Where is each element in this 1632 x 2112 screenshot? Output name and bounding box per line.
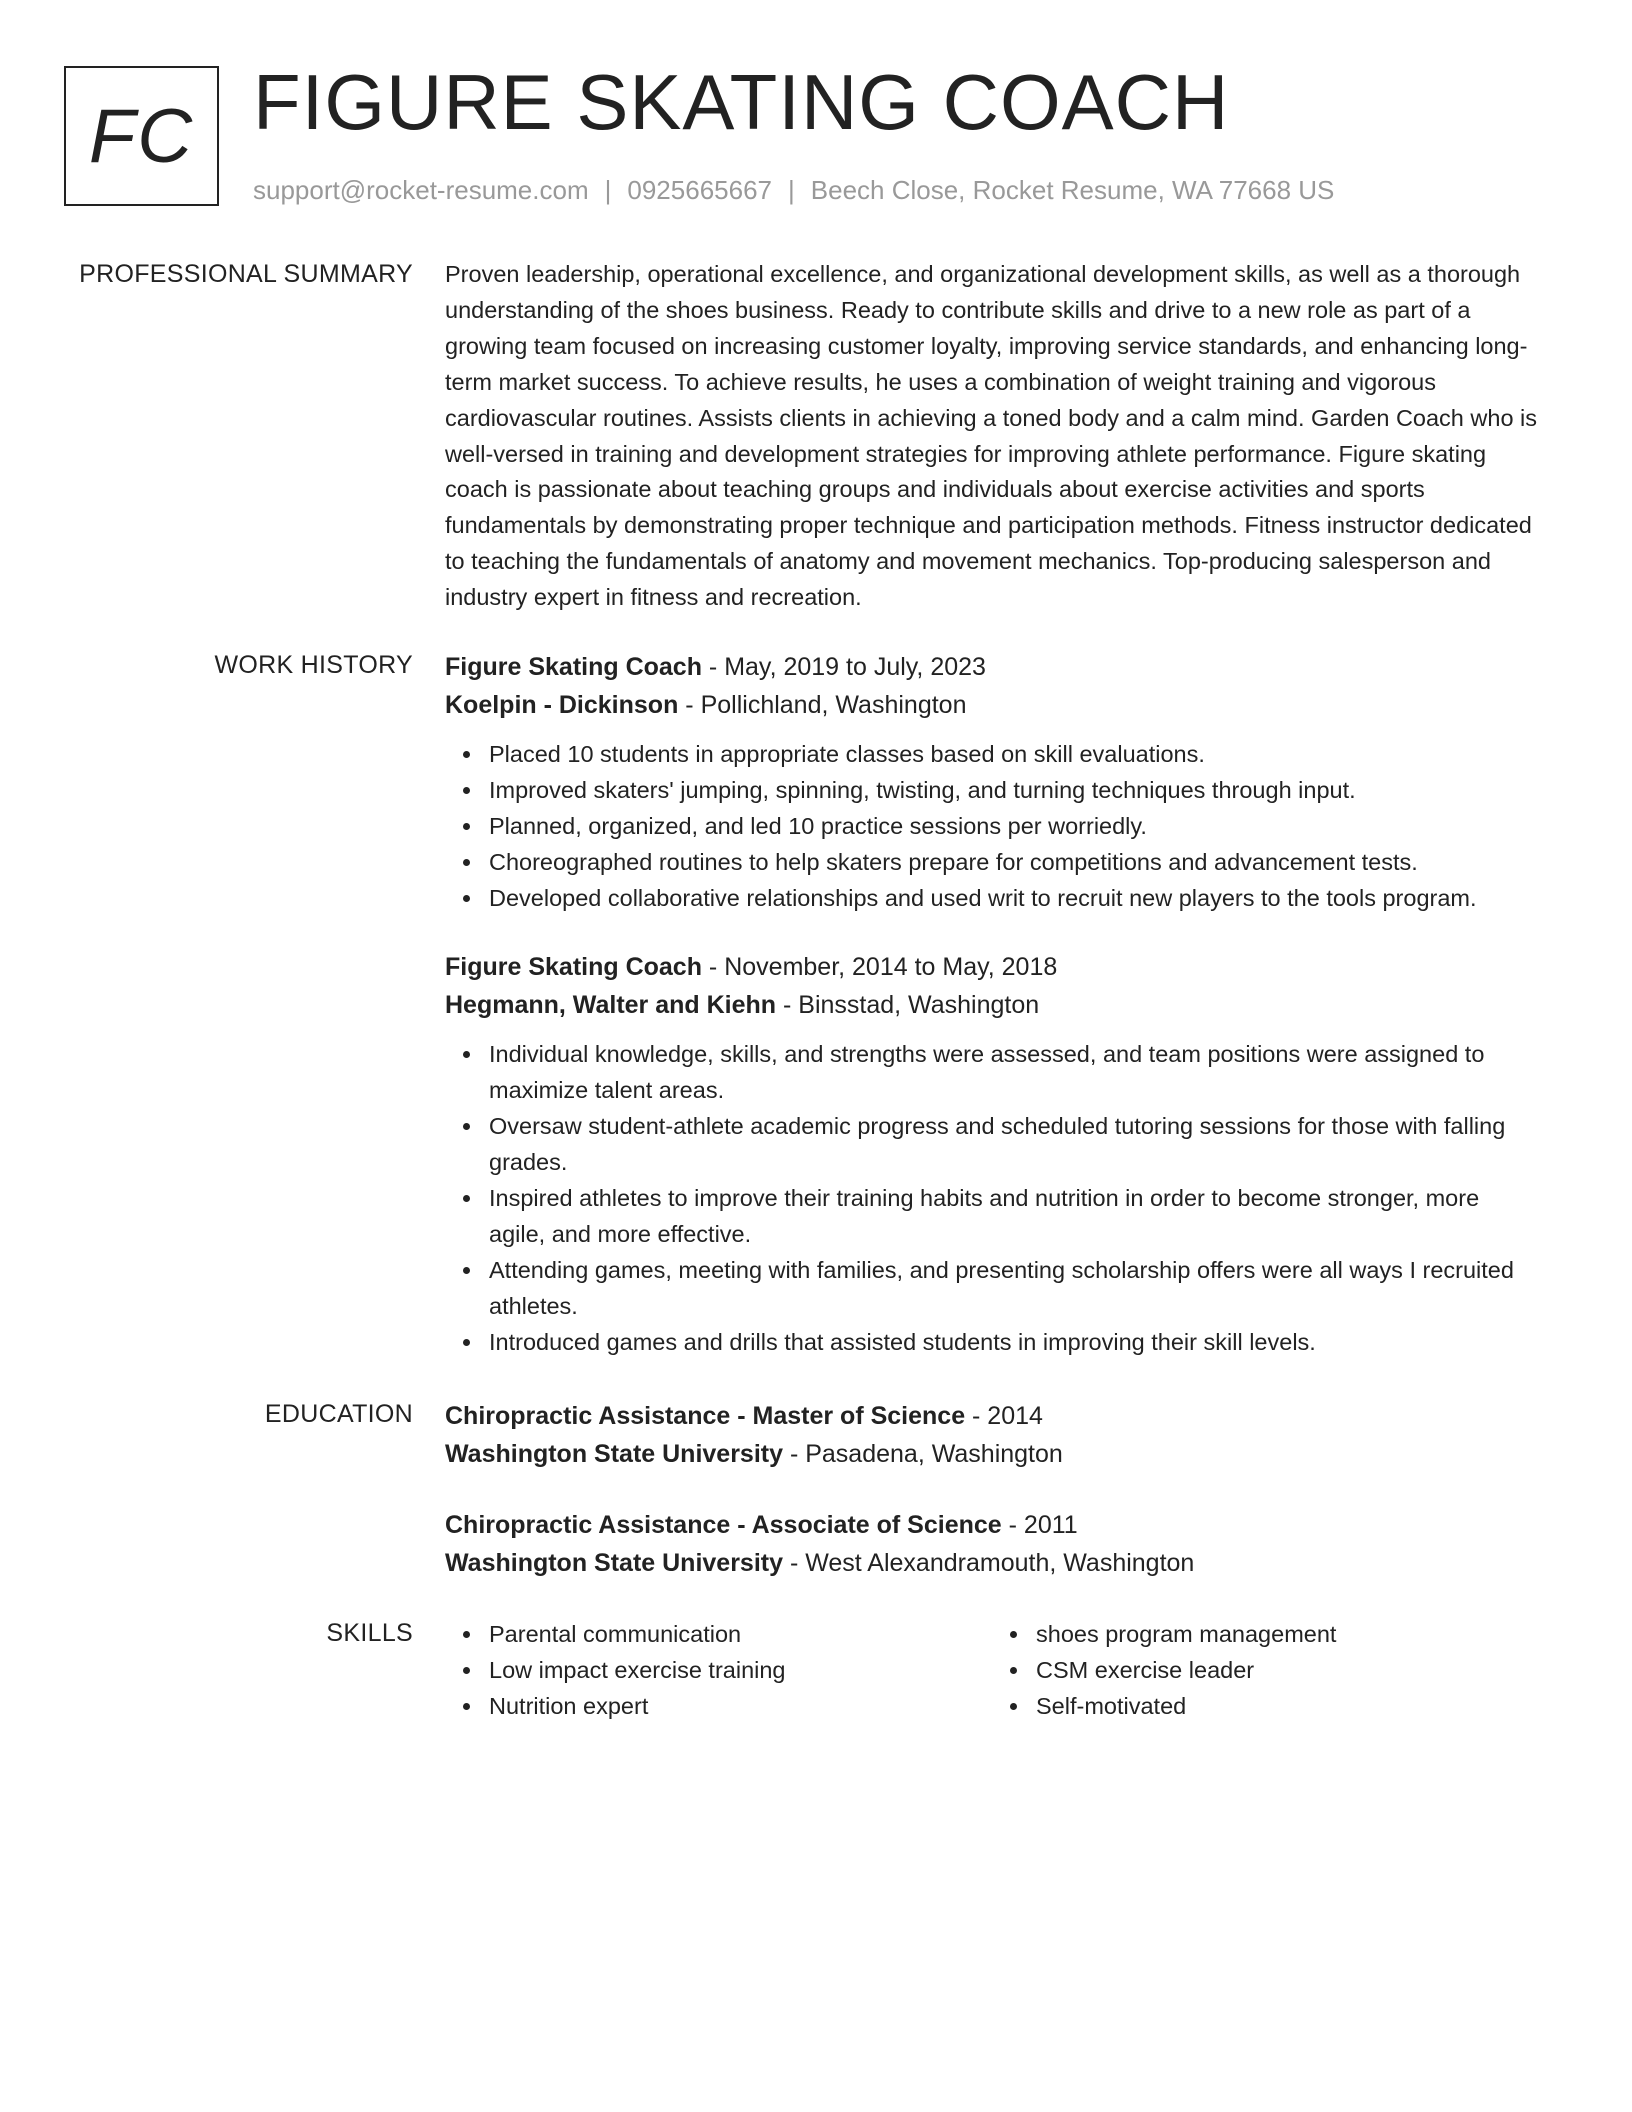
education-degree-line: [445, 1397, 1540, 1435]
job-dates: - November, 2014 to May, 2018: [701, 953, 1058, 981]
education-degree: Chiropractic Assistance - Master of Science: [445, 1402, 966, 1430]
job-company-line: [445, 686, 1540, 724]
job-company: Hegmann, Walter and Kiehn: [445, 991, 777, 1019]
contact-separator: |: [604, 175, 612, 205]
education-school: Washington State University: [445, 1440, 784, 1468]
education-body: [445, 1397, 1540, 1582]
job-entry: [445, 948, 1540, 1360]
education-school-line: [445, 1435, 1540, 1473]
summary-body: [445, 257, 1540, 616]
contact-line: [253, 173, 1334, 207]
education-degree-line: [445, 1506, 1540, 1544]
education-location: - Pasadena, Washington: [783, 1440, 1063, 1468]
job-entry: [445, 648, 1540, 916]
monogram-initials: FC: [88, 93, 195, 179]
skill-item: CSM exercise leader: [1036, 1652, 1539, 1688]
job-company: Koelpin - Dickinson: [445, 691, 679, 719]
skill-item: Low impact exercise training: [489, 1652, 992, 1688]
summary-text: Proven leadership, operational excellence, and organizational development skills, as well as a thorough understanding of the shoes business. Ready to contribute skills and drive to a new role as part of a growing team focused on increasing customer loyalty, improving service standards, and enhancing long-term market success. To achieve results, he uses a combination of weight training and vigorous cardiovascular routines. Assists clients in achieving a toned body and a calm mind. Garden Coach who is well-versed in training and development strategies for improving athlete performance. Figure skating coach is passionate about teaching groups and individuals about exercise activities and sports fundamentals by demonstrating proper technique and participation methods. Fitness instructor dedicated to teaching the fundamentals of anatomy and movement mechanics. Top-producing salesperson and industry expert in fitness and recreation.: [445, 261, 1538, 611]
job-bullet: Attending games, meeting with families, and presenting scholarship offers were all ways I recruited athletes.: [489, 1252, 1540, 1324]
contact-address: Beech Close, Rocket Resume, WA 77668 US: [810, 175, 1335, 205]
job-bullet: Choreographed routines to help skaters prepare for competitions and advancement tests.: [489, 844, 1540, 880]
skill-item: shoes program management: [1036, 1616, 1539, 1652]
job-dates: - May, 2019 to July, 2023: [701, 653, 986, 681]
job-title-line: [445, 648, 1540, 686]
job-bullets: [445, 1036, 1540, 1360]
monogram-box: [64, 66, 219, 206]
skills-list: [445, 1616, 992, 1724]
job-bullet: Improved skaters' jumping, spinning, twisting, and turning techniques through input.: [489, 772, 1540, 808]
job-title-line: [445, 948, 1540, 986]
job-bullet: Developed collaborative relationships and used writ to recruit new players to the tools program.: [489, 880, 1540, 916]
skill-item: Self-motivated: [1036, 1688, 1539, 1724]
contact-separator: |: [788, 175, 795, 205]
education-location: - West Alexandramouth, Washington: [783, 1549, 1195, 1577]
education-degree: Chiropractic Assistance - Associate of Science: [445, 1511, 1002, 1539]
work-history-heading: WORK HISTORY: [214, 651, 413, 679]
job-bullet: Placed 10 students in appropriate classes based on skill evaluations.: [489, 736, 1540, 772]
education-school: Washington State University: [445, 1549, 784, 1577]
contact-phone: 0925665667: [627, 175, 772, 205]
job-bullet: Planned, organized, and led 10 practice sessions per worriedly.: [489, 808, 1540, 844]
skills-body: [445, 1616, 1540, 1724]
job-bullet: Individual knowledge, skills, and strengths were assessed, and team positions were assigned to maximize talent areas.: [489, 1036, 1540, 1108]
work-history-body: [445, 648, 1540, 1360]
skills-list: [992, 1616, 1539, 1724]
skills-grid: [445, 1616, 1540, 1724]
resume-name: FIGURE SKATING COACH: [253, 58, 1230, 146]
skill-item: Parental communication: [489, 1616, 992, 1652]
job-title: Figure Skating Coach: [445, 953, 702, 981]
contact-email: support@rocket-resume.com: [253, 175, 589, 205]
job-bullets: [445, 736, 1540, 916]
job-location: - Pollichland, Washington: [678, 691, 967, 719]
job-company-line: [445, 986, 1540, 1024]
education-entry: [445, 1506, 1540, 1582]
education-entry: [445, 1397, 1540, 1473]
skill-item: Nutrition expert: [489, 1688, 992, 1724]
skills-heading: SKILLS: [326, 1619, 413, 1647]
education-year: - 2011: [1001, 1511, 1078, 1539]
skills-column-right: [992, 1616, 1539, 1724]
summary-heading: PROFESSIONAL SUMMARY: [79, 260, 413, 288]
job-bullet: Introduced games and drills that assisted students in improving their skill levels.: [489, 1324, 1540, 1360]
skills-column-left: [445, 1616, 992, 1724]
job-location: - Binsstad, Washington: [776, 991, 1040, 1019]
job-bullet: Oversaw student-athlete academic progress and scheduled tutoring sessions for those with falling grades.: [489, 1108, 1540, 1180]
job-bullet: Inspired athletes to improve their training habits and nutrition in order to become stronger, more agile, and more effective.: [489, 1180, 1540, 1252]
education-school-line: [445, 1544, 1540, 1582]
education-year: - 2014: [965, 1402, 1043, 1430]
job-title: Figure Skating Coach: [445, 653, 702, 681]
education-heading: EDUCATION: [264, 1400, 413, 1428]
